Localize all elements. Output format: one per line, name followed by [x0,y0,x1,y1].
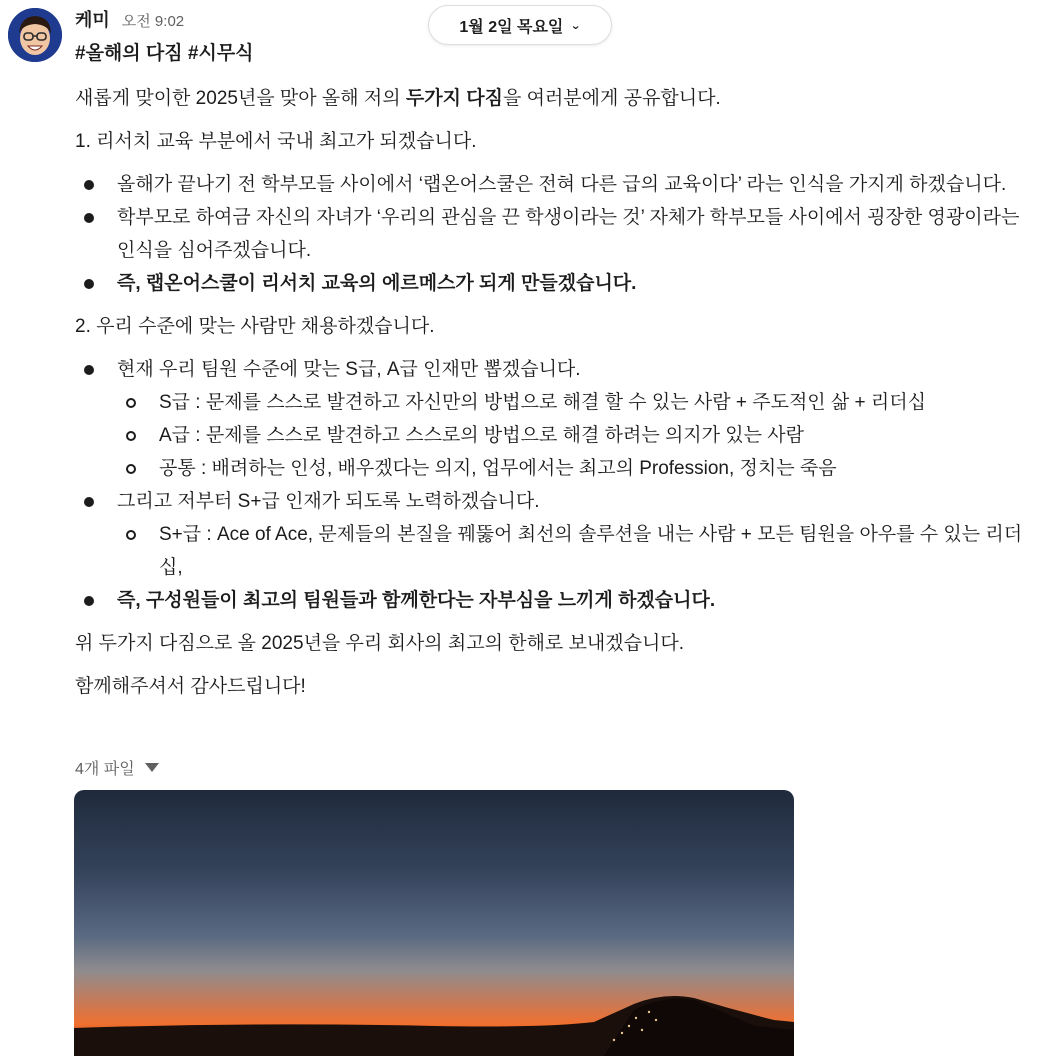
attached-image[interactable] [74,790,794,1056]
list-item: S+급 : Ace of Ace, 문제들의 본질을 꿰뚫어 최선의 솔루션을 내는 사람 + 모든 팀원을 아우를 수 있는 리더십, [117,518,1035,584]
memoji-avatar-icon [8,8,62,62]
point2-title: 2. 우리 수준에 맞는 사람만 채용하겠습니다. [75,316,435,337]
list-item: 즉, 구성원들이 최고의 팀원들과 함께한다는 자부심을 느끼게 하겠습니다. [75,584,1035,617]
date-divider-label: 1월 2일 목요일 [459,18,564,36]
timestamp[interactable]: 오전 9:02 [121,13,185,30]
list-item: S급 : 문제를 스스로 발견하고 자신만의 방법으로 해결 할 수 있는 사람 + 주도적인 삶 + 리더십 [117,386,1035,419]
chevron-down-icon: ⌄ [570,19,582,32]
point2-sublist-1 [117,386,1035,485]
point2-sublist-2 [117,518,1035,584]
point2-list [75,353,1035,617]
message-header [75,6,184,32]
files-label: 4개 파일 [75,761,135,778]
list-item: 현재 우리 팀원 수준에 맞는 S급, A급 인재만 뽑겠습니다. S급 : 문제를 스스로 발견하고 자신만의 방법으로 해결 할 수 있는 사람 + 주도적인 삶 + 리더십 A급 : 문제를 스스로 발견하고 스스로의 방법으로 해결 하려는 의지가 있는 사람 공통 : 배려하는 인성, 배우겠다는 의지, 업무에서는 최고의 Profession, 정치는 죽음 [75,353,1035,485]
list-item: 공통 : 배려하는 인성, 배우겠다는 의지, 업무에서는 최고의 Profession, 정치는 죽음 [117,452,1035,485]
files-toggle[interactable] [75,756,159,779]
list-item: 학부모로 하여금 자신의 자녀가 ‘우리의 관심을 끈 학생이라는 것’ 자체가 학부모들 사이에서 굉장한 영광이라는 인식을 심어주겠습니다. [75,201,1035,267]
closing-paragraph: 위 두가지 다짐으로 올 2025년을 우리 회사의 최고의 한해로 보내겠습니다. [75,633,684,654]
caret-down-icon [145,763,159,772]
list-item: A급 : 문제를 스스로 발견하고 스스로의 방법으로 해결 하려는 의지가 있는 사람 [117,419,1035,452]
avatar[interactable] [8,8,62,62]
date-divider-button[interactable] [428,5,612,45]
author-name[interactable]: 케미 [75,10,110,30]
list-item: 그리고 저부터 S+급 인재가 되도록 노력하겠습니다. S+급 : Ace of Ace, 문제들의 본질을 꿰뚫어 최선의 솔루션을 내는 사람 + 모든 팀원을 아우를 수 있는 리더십, [75,485,1035,584]
hashtags: #올해의 다짐 #시무식 [75,43,254,64]
message-body [75,82,1035,713]
point1-list [75,168,1035,300]
thanks-paragraph: 함께해주셔서 감사드립니다! [75,676,306,697]
list-item: 즉, 랩온어스쿨이 리서치 교육의 에르메스가 되게 만들겠습니다. [75,267,1035,300]
point1-title: 1. 리서치 교육 부분에서 국내 최고가 되겠습니다. [75,131,477,152]
intro-paragraph: 새롭게 맞이한 2025년을 맞아 올해 저의 두가지 다짐을 여러분에게 공유합니다. [75,88,721,109]
list-item: 올해가 끝나기 전 학부모들 사이에서 ‘랩온어스쿨은 전혀 다른 급의 교육이다’ 라는 인식을 가지게 하겠습니다. [75,168,1035,201]
sunset-photo-image [74,790,794,1056]
intro-bold: 두가지 다짐 [405,88,503,109]
